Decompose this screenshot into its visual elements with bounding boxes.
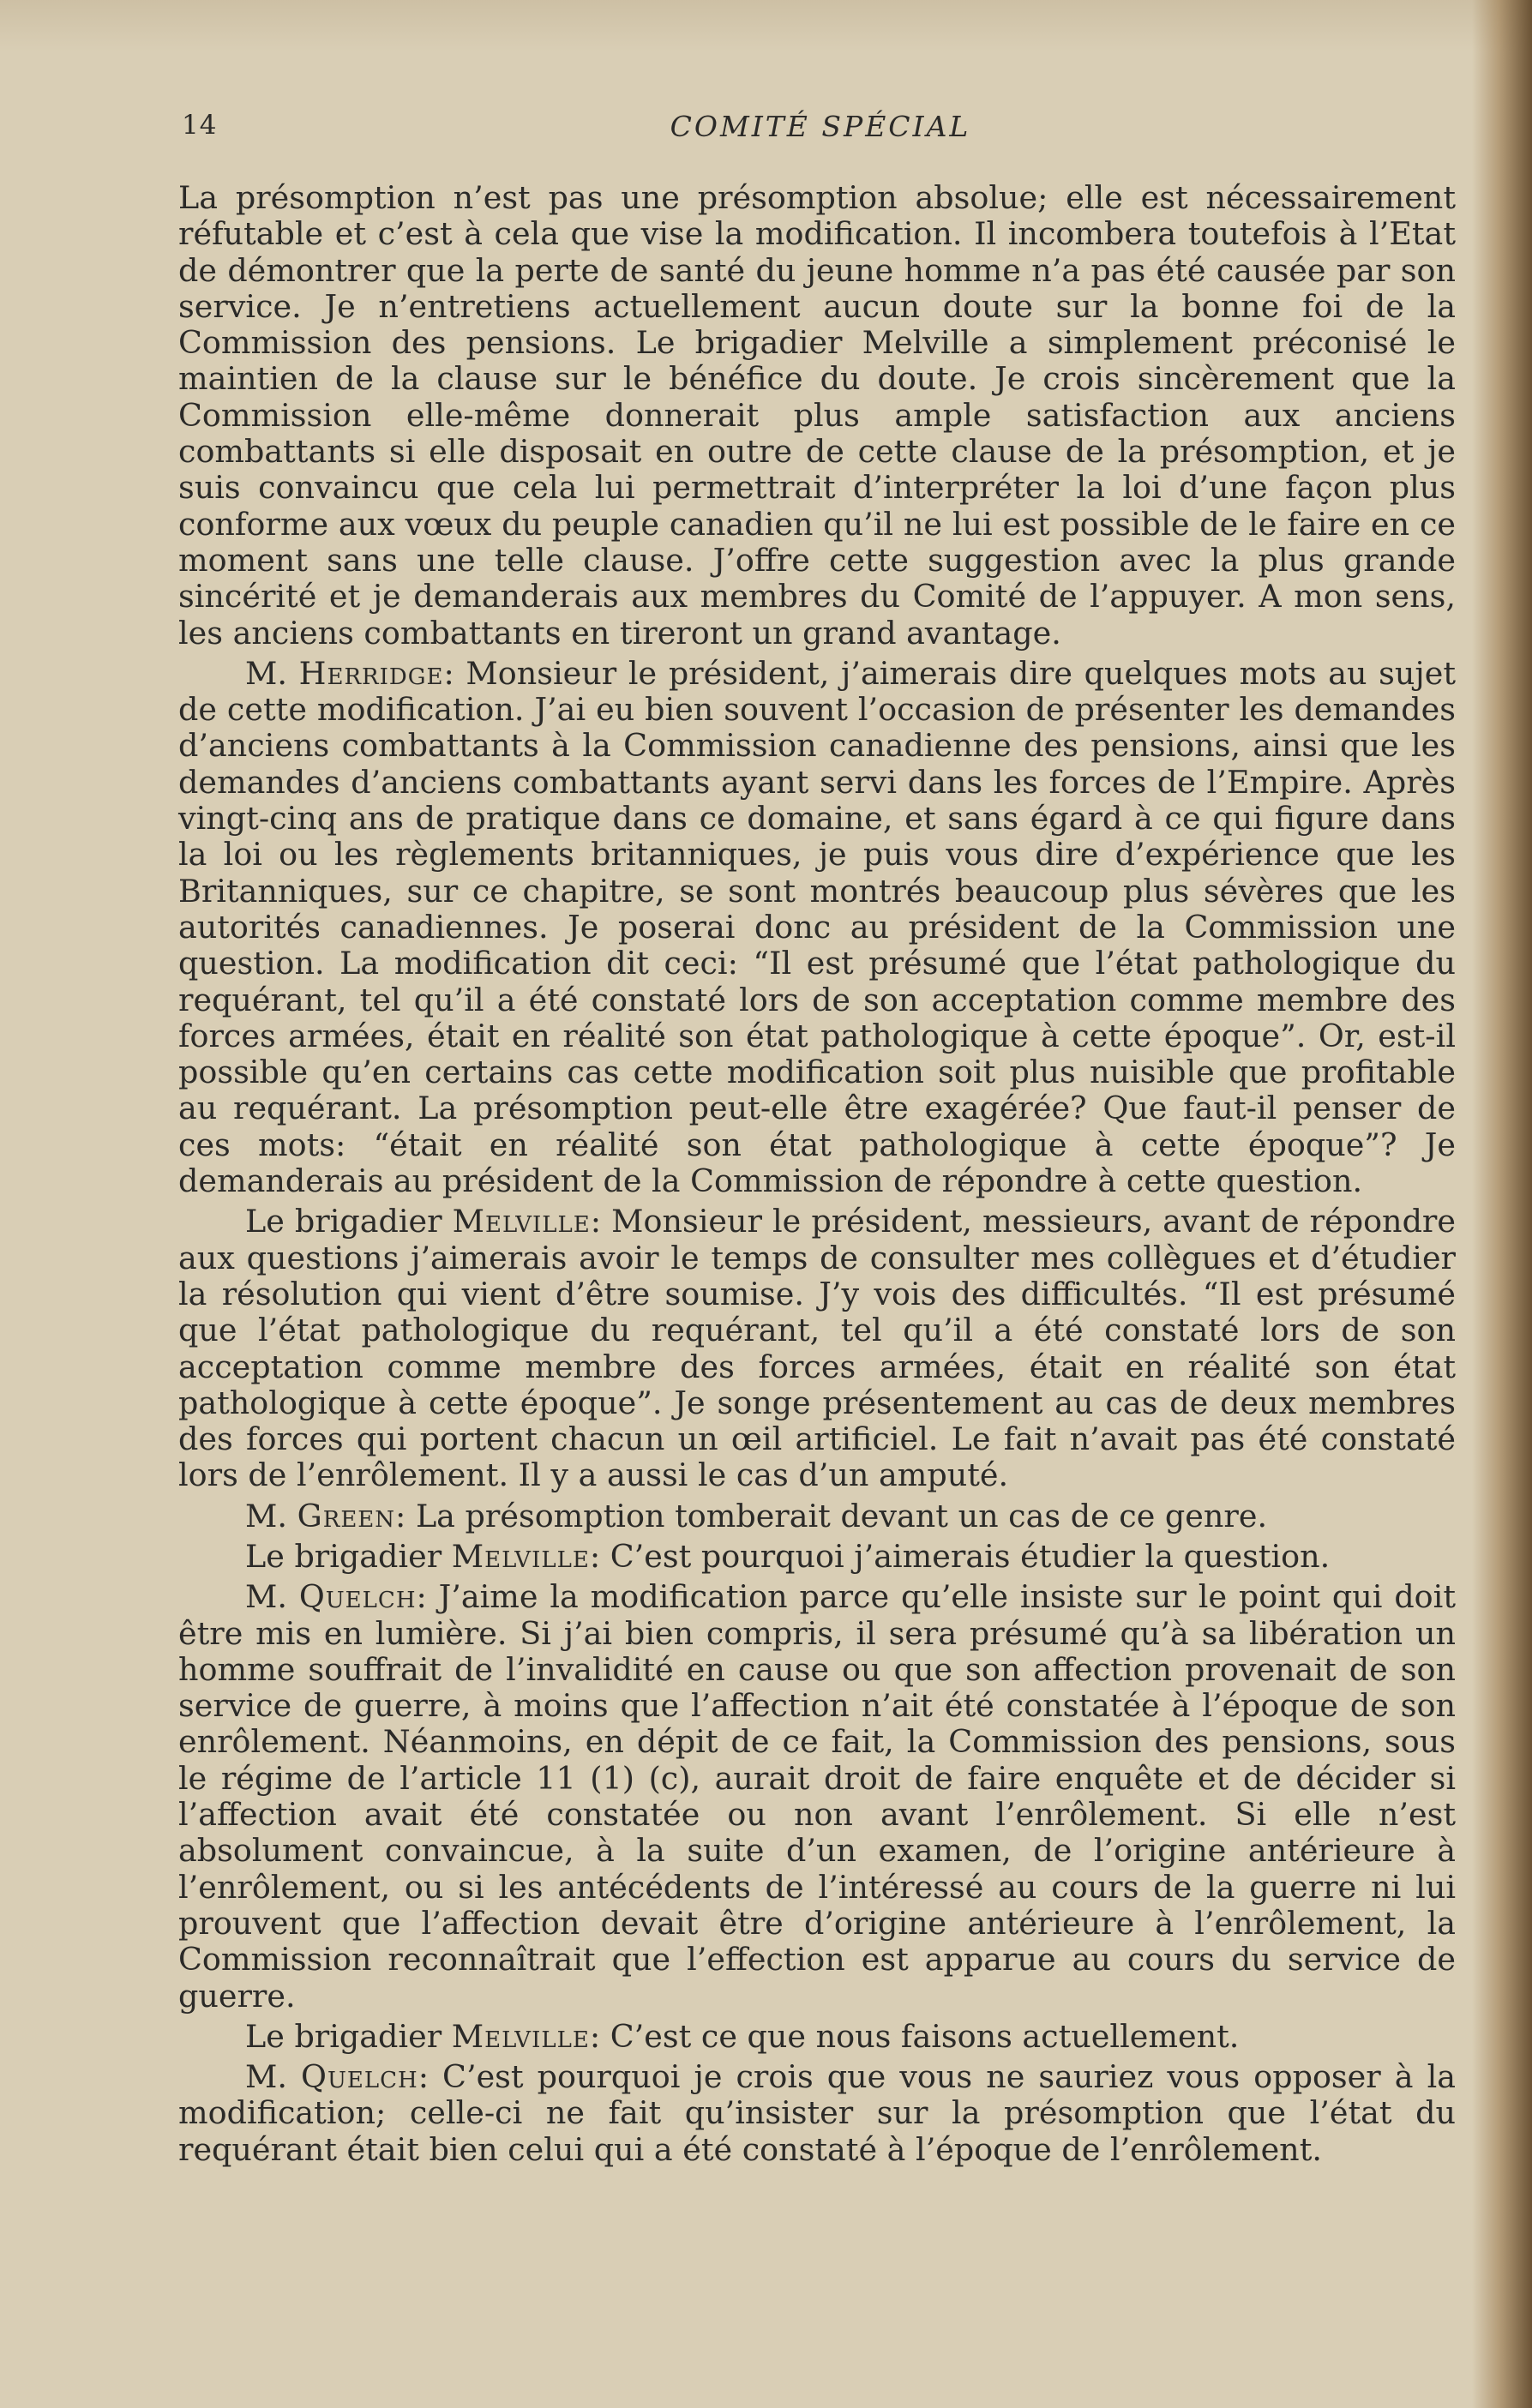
paragraph (178, 1539, 1456, 1575)
speaker-name: Green (297, 1497, 396, 1534)
paragraph-text: : Monsieur le président, messieurs, avant de répondre aux questions j’aimerais avoir le temps de consulter mes collègues et d’étudier la résolution qui vient d’être soumise. J’y vois des difficultés. “Il est présumé que l’état pathologique du requérant, tel qu’il a été constaté lors de son acceptation comme membre des forces armées, était en réalité son état pathologique à cette époque”. Je songe présentement au cas de deux membres des forces qui portent chacun un œil artificiel. Le fait n’avait pas été constaté lors de l’enrôlement. Il y a aussi le cas d’un amputé. (178, 1203, 1456, 1494)
paragraph-text: : La présomption tomberait devant un cas de ce genre. (395, 1497, 1268, 1534)
paragraph (178, 1498, 1456, 1534)
speaker-name: Herridge (298, 654, 444, 692)
speaker-name: Melville (451, 1537, 590, 1575)
speaker-prefix: M. (245, 1497, 287, 1534)
text-body (178, 180, 1456, 2172)
paragraph-text: La présomption n’est pas une présomption absolue; elle est nécessairement réfutable et c’est à cela que vise la modification. Il incombera toutefois à l’Etat de démontrer que la perte de santé du jeune homme n’a pas été causée par son service. Je n’entretiens actuellement aucun doute sur la bonne foi de la Commission des pensions. Le brigadier Melville a simplement préconisé le maintien de la clause sur le bénéfice du doute. Je crois sincèrement que la Commission elle-même donnerait plus ample satisfaction aux anciens combattants si elle disposait en outre de cette clause de la présomption, et je suis convaincu que cela lui permettrait d’interpréter la loi d’une façon plus conforme aux vœux du peuple canadien qu’il ne lui est possible de le faire en ce moment sans une telle clause. J’offre cette suggestion avec la plus grande sincérité et je demanderais aux membres du Comité de l’appuyer. A mon sens, les anciens combattants en tireront un grand avantage. (178, 179, 1456, 652)
paragraph (178, 2019, 1456, 2055)
speaker-prefix: M. (245, 1578, 287, 1616)
page-stain (0, 0, 1532, 51)
running-head: COMITÉ SPÉCIAL (670, 110, 971, 143)
paragraph (178, 1204, 1456, 1493)
page-header (182, 110, 1459, 153)
speaker-prefix: Le brigadier (245, 2017, 442, 2055)
paragraph (178, 656, 1456, 1199)
page-number: 14 (182, 110, 218, 141)
speaker-prefix: Le brigadier (245, 1203, 442, 1240)
speaker-prefix: Le brigadier (245, 1537, 442, 1575)
paragraph (178, 180, 1456, 652)
binding-shadow (1472, 0, 1532, 2408)
paragraph-text: : C’est pourquoi je crois que vous ne sauriez vous opposer à la modification; celle-ci ne fait qu’insister sur la présomption que l’état du requérant était bien celui qui a été constaté à l’époque de l’enrôlement. (178, 2058, 1456, 2168)
paragraph-text: : C’est ce que nous faisons actuellement. (589, 2017, 1240, 2055)
paragraph (178, 2059, 1456, 2168)
speaker-name: Melville (451, 2017, 590, 2055)
speaker-name: Melville (452, 1203, 591, 1240)
paragraph-text: : C’est pourquoi j’aimerais étudier la question. (589, 1537, 1331, 1575)
speaker-prefix: M. (245, 2058, 287, 2096)
paragraph (178, 1579, 1456, 2015)
paragraph-text: : Monsieur le président, j’aimerais dire quelques mots au sujet de cette modification. J’ai eu bien souvent l’occasion de présenter les demandes d’anciens combattants à la Commission canadienne des pensions, ainsi que les demandes d’anciens combattants ayant servi dans les forces de l’Empire. Après vingt-cinq ans de pratique dans ce domaine, et sans égard à ce qui figure dans la loi ou les règlements britanniques, je puis vous dire d’expérience que les Britanniques, sur ce chapitre, se sont montrés beaucoup plus sévères que les autorités canadiennes. Je poserai donc au président de la Commission une question. La modification dit ceci: “Il est présumé que l’état pathologique du requérant, tel qu’il a été constaté lors de son acceptation comme membre des forces armées, était en réalité son état pathologique à cette époque”. Or, est-il possible qu’en certains cas cette modification soit plus nuisible que profitable au requérant. La présomption peut-elle être exagérée? Que faut-il penser de ces mots: “était en réalité son état pathologique à cette époque”? Je demanderais au président de la Commission de répondre à cette question. (178, 654, 1456, 1200)
speaker-name: Quelch (301, 2058, 418, 2096)
speaker-name: Quelch (298, 1578, 417, 1616)
paragraph-text: : J’aime la modification parce qu’elle insiste sur le point qui doit être mis en lumière. Si j’ai bien compris, il sera présumé qu’à sa libération un homme souffrait de l’invalidité en cause ou que son affection provenait de son service de guerre, à moins que l’affection n’ait été constatée à l’époque de son enrôlement. Néanmoins, en dépit de ce fait, la Commission des pensions, sous le régime de l’article 11 (1) (c), aurait droit de faire enquête et de décider si l’affection avait été constatée ou non avant l’enrôlement. Si elle n’est absolument convaincue, à la suite d’un examen, de l’origine antérieure à l’enrôlement, ou si les antécédents de l’intéressé au cours de la guerre ni lui prouvent que l’affection devait être d’origine antérieure à l’enrôlement, la Commission reconnaîtrait que l’effection est apparue au cours du service de guerre. (178, 1578, 1457, 2015)
speaker-prefix: M. (245, 654, 287, 692)
